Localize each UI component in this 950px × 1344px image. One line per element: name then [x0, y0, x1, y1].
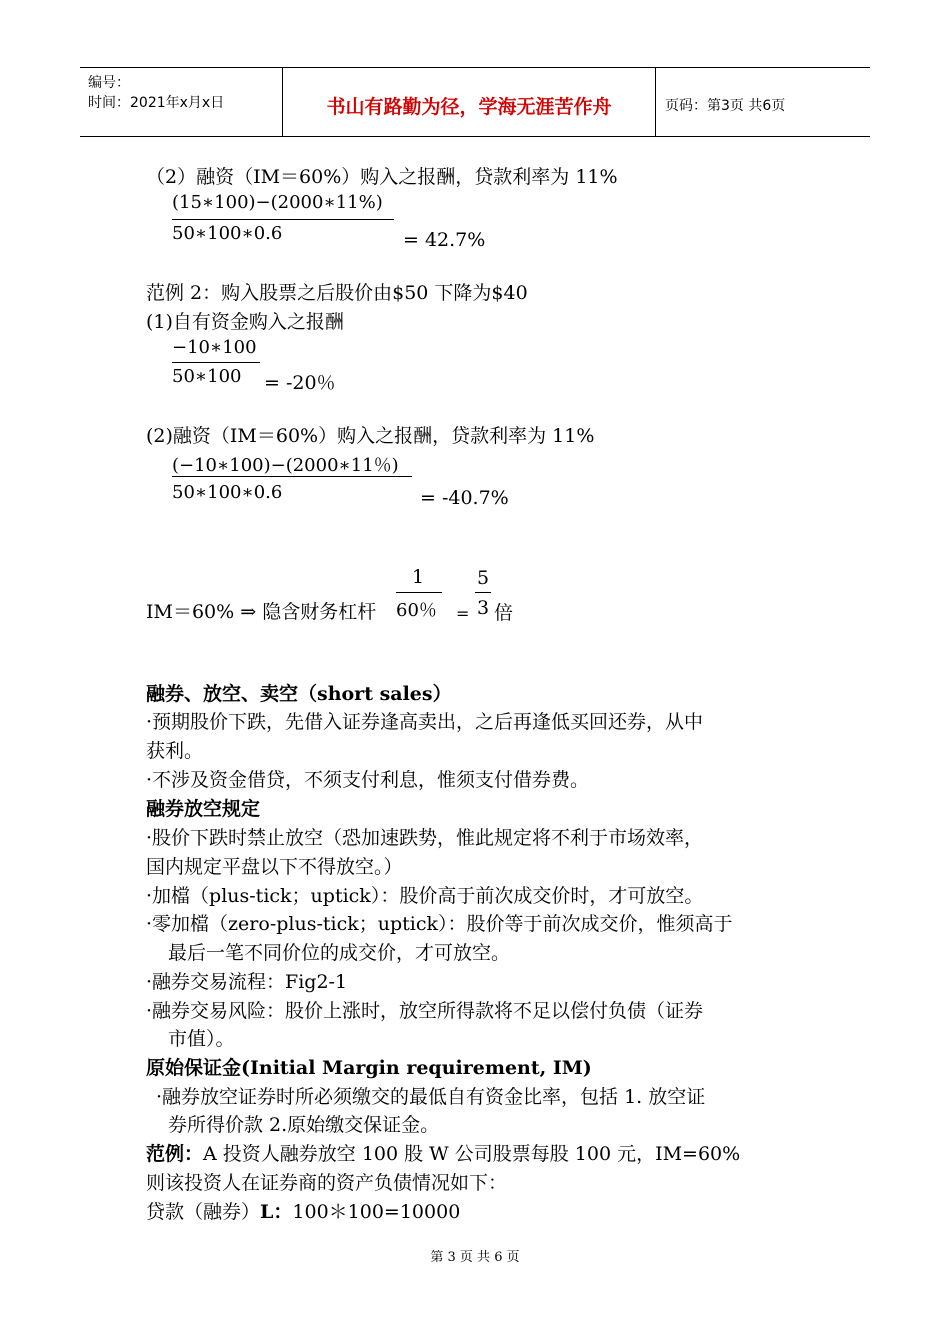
page-footer: 第 3 页 共 6 页: [430, 1250, 520, 1265]
im-loan: [146, 1200, 460, 1224]
im-line: 券所得价款 2.原始缴交保证金。: [168, 1114, 440, 1136]
leverage-numerator: 1: [412, 566, 425, 588]
document-date: 时间：2021年x月x日: [88, 95, 225, 111]
im-heading: 原始保证金(Initial Margin requirement, IM): [146, 1057, 592, 1079]
header-motto-cell: [282, 68, 656, 136]
short-sales-line: 获利。: [146, 740, 204, 762]
rules-line: ·股价下跌时禁止放空（恐加速跌势，惟此规定将不利于市场效率，: [146, 827, 704, 849]
rules-line: 最后一笔不同价位的成交价，才可放空。: [168, 942, 511, 964]
fraction-bar: [172, 476, 412, 477]
leverage-result-numerator: 5: [477, 567, 490, 589]
rules-line: ·融券交易风险：股价上涨时，放空所得款将不足以偿付负债（证券: [146, 1000, 704, 1022]
short-sales-line: ·预期股价下跌，先借入证券逢高卖出，之后再逢低买回还券，从中: [146, 711, 704, 733]
header-left-cell: [80, 68, 282, 136]
im-loan-value: 100＊100=10000: [292, 1201, 461, 1223]
fraction-bar: [396, 592, 442, 593]
fraction-bar: [475, 592, 491, 593]
im-line: 则该投资人在证券商的资产负债情况如下：: [146, 1172, 508, 1194]
document-number-label: 编号：: [88, 75, 130, 91]
example2-part2-result: = -40.7%: [420, 487, 509, 509]
rules-line: ·加檔（plus-tick；uptick）：股价高于前次成交价时，才可放空。: [146, 885, 704, 907]
example2-part1-result: = -20％: [264, 372, 336, 394]
short-sales-line: ·不涉及资金借贷，不须支付利息，惟须支付借券费。: [146, 769, 590, 791]
header-page-cell: [655, 68, 870, 136]
im-line: ·融券放空证券时所必须缴交的最低自有资金比率，包括 1. 放空证: [156, 1086, 706, 1108]
leverage-result-denominator: 3: [477, 597, 490, 619]
example2-part1-numerator: −10∗100: [172, 337, 257, 358]
rules-line: 市值）。: [168, 1028, 235, 1050]
example2-part2-numerator: (−10∗100)−(2000∗11％): [172, 455, 399, 476]
im-loan-label: 贷款（融券）: [146, 1201, 261, 1223]
example1-part2-numerator: (15∗100)−(2000∗11%): [172, 192, 383, 213]
leverage-denominator: 60％: [396, 600, 437, 621]
page-header: [80, 67, 870, 137]
im-loan-bold: L：: [260, 1201, 293, 1223]
rules-line: 国内规定平盘以下不得放空。）: [146, 856, 403, 878]
leverage-equals: =: [456, 604, 470, 623]
fraction-bar: [172, 362, 260, 363]
example1-part2-title: （2）融资（IM＝60%）购入之报酬，贷款利率为 11%: [146, 166, 618, 188]
rules-line: ·零加檔（zero-plus-tick；uptick）：股价等于前次成交价，惟须高于: [146, 913, 733, 935]
example2-part2-title: (2)融资（IM＝60%）购入之报酬，贷款利率为 11%: [146, 425, 595, 447]
leverage-suffix: 倍: [494, 602, 514, 624]
example2-part1-title: (1)自有资金购入之报酬: [146, 311, 344, 333]
im-example: [146, 1142, 740, 1166]
example2-title: 范例 2：购入股票之后股价由$50 下降为$40: [146, 282, 528, 304]
short-sales-heading: 融券、放空、卖空（short sales）: [146, 683, 452, 705]
leverage-text: IM＝60% ⇒ 隐含财务杠杆: [146, 601, 377, 623]
fraction-bar: [172, 219, 394, 220]
rules-line: ·融券交易流程：Fig2-1: [146, 971, 348, 993]
example2-part2-denominator: 50∗100∗0.6: [172, 482, 283, 503]
header-motto: 书山有路勤为径，学海无涯苦作舟: [326, 96, 612, 118]
rules-heading: 融券放空规定: [146, 798, 261, 820]
im-example-label: 范例：: [146, 1143, 204, 1165]
example1-part2-denominator: 50∗100∗0.6: [172, 223, 283, 244]
im-example-text: A 投资人融券放空 100 股 W 公司股票每股 100 元，IM=60%: [203, 1143, 741, 1165]
header-page-info: 页码：第3页 共6页: [665, 98, 786, 114]
example2-part1-denominator: 50∗100: [172, 366, 242, 387]
example1-part2-result: = 42.7%: [403, 229, 486, 251]
